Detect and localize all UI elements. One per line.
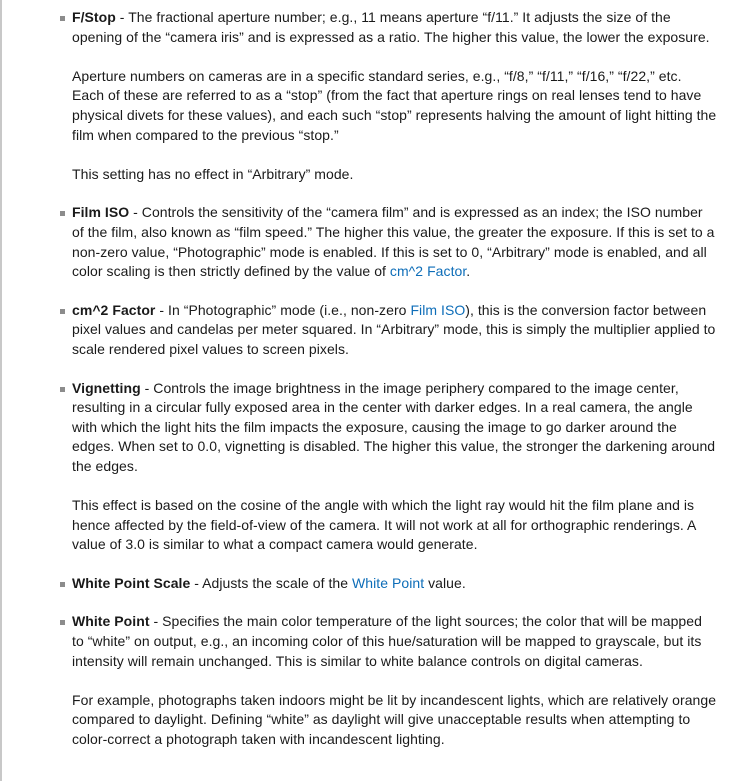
paragraph xyxy=(72,574,717,594)
list-item-f-stop xyxy=(0,8,743,184)
term-label: cm^2 Factor xyxy=(72,301,156,318)
term-label: Vignetting xyxy=(72,379,141,396)
list-item-film-iso xyxy=(0,203,743,281)
description-text: - In “Photographic” mode (i.e., non-zero xyxy=(155,301,411,318)
list-item-cm2-factor xyxy=(0,301,743,360)
term-label: White Point xyxy=(72,613,150,630)
description-text: - Specifies the main color temperature of the light sources; the color that will be mapped to “white” on output, e.g., an incoming color of this hue/saturation will be mapped to grayscale, but its intensity will remain unchanged. This is similar to white balance controls on digital cameras. xyxy=(72,613,702,669)
list-item-white-point xyxy=(0,612,743,749)
paragraph: For example, photographs taken indoors might be lit by incandescent lights, which are relatively orange compared to daylight. Defining “white” as daylight will give unacceptable results when attempting to color-correct a photograph taken with incandescent lighting. xyxy=(72,691,717,747)
description-text: . xyxy=(466,263,471,280)
list-item-vignetting xyxy=(0,379,743,555)
film-iso-link[interactable]: Film ISO xyxy=(410,301,466,318)
term-label: Film ISO xyxy=(72,204,130,221)
paragraph xyxy=(72,379,717,477)
term-label: F/Stop xyxy=(72,9,116,25)
paragraph xyxy=(72,612,717,671)
description-text: - Controls the sensitivity of the “camera film” and is expressed as an index; the ISO number of the film, also known as “film speed.” The higher this value, the greater the exposure. If this is set to a non-zero value, “Photographic” mode is enabled. If this is set to 0, “Arbitrary” mode is enabled, and all color scaling is then strictly defined by the value of xyxy=(72,204,715,280)
paragraph: This effect is based on the cosine of the angle with which the light ray would hit the film plane and is hence affected by the field-of-view of the camera. It will not work at all for orthographic renderings. A value of 3.0 is similar to what a compact camera would generate. xyxy=(72,497,696,553)
description-text: ), this is the conversion factor between pixel values and candelas per meter squared. In “Arbitrary” mode, this is simply the multiplier applied to scale rendered pixel values to screen pixels. xyxy=(72,301,716,357)
description-text: - Controls the image brightness in the image periphery compared to the image center, resulting in a circular fully exposed area in the center with darker edges. In a real camera, the angle with which the light hits the film impacts the exposure, causing the image to go darker around the edges. When set to 0.0, vignetting is disabled. The higher this value, the stronger the darkening around the edges. xyxy=(72,379,716,474)
list-item-white-point-scale xyxy=(0,574,743,594)
white-point-link[interactable]: White Point xyxy=(352,574,425,591)
paragraph xyxy=(72,203,717,281)
cm2-factor-link[interactable]: cm^2 Factor xyxy=(389,263,467,280)
description-text: value. xyxy=(424,574,466,591)
documentation-content xyxy=(0,8,743,769)
paragraph xyxy=(72,301,717,360)
paragraph: This setting has no effect in “Arbitrary” mode. xyxy=(72,165,354,182)
parameter-list xyxy=(0,8,743,750)
description-text: - The fractional aperture number; e.g., 11 means aperture “f/11.” It adjusts the size of the opening of the “camera iris” and is expressed as a ratio. The higher this value, the lower the exposure. xyxy=(72,9,710,45)
term-label: White Point Scale xyxy=(72,574,191,591)
paragraph xyxy=(72,8,717,47)
paragraph: Aperture numbers on cameras are in a specific standard series, e.g., “f/8,” “f/11,” “f/16,” “f/22,” etc. Each of these are referred to as a “stop” (from the fact that aperture rings on real lenses tend to have physical divets for these values), and each such “stop” represents halving the amount of light hitting the film when compared to the previous “stop.” xyxy=(72,67,717,143)
description-text: - Adjusts the scale of the xyxy=(190,574,353,591)
